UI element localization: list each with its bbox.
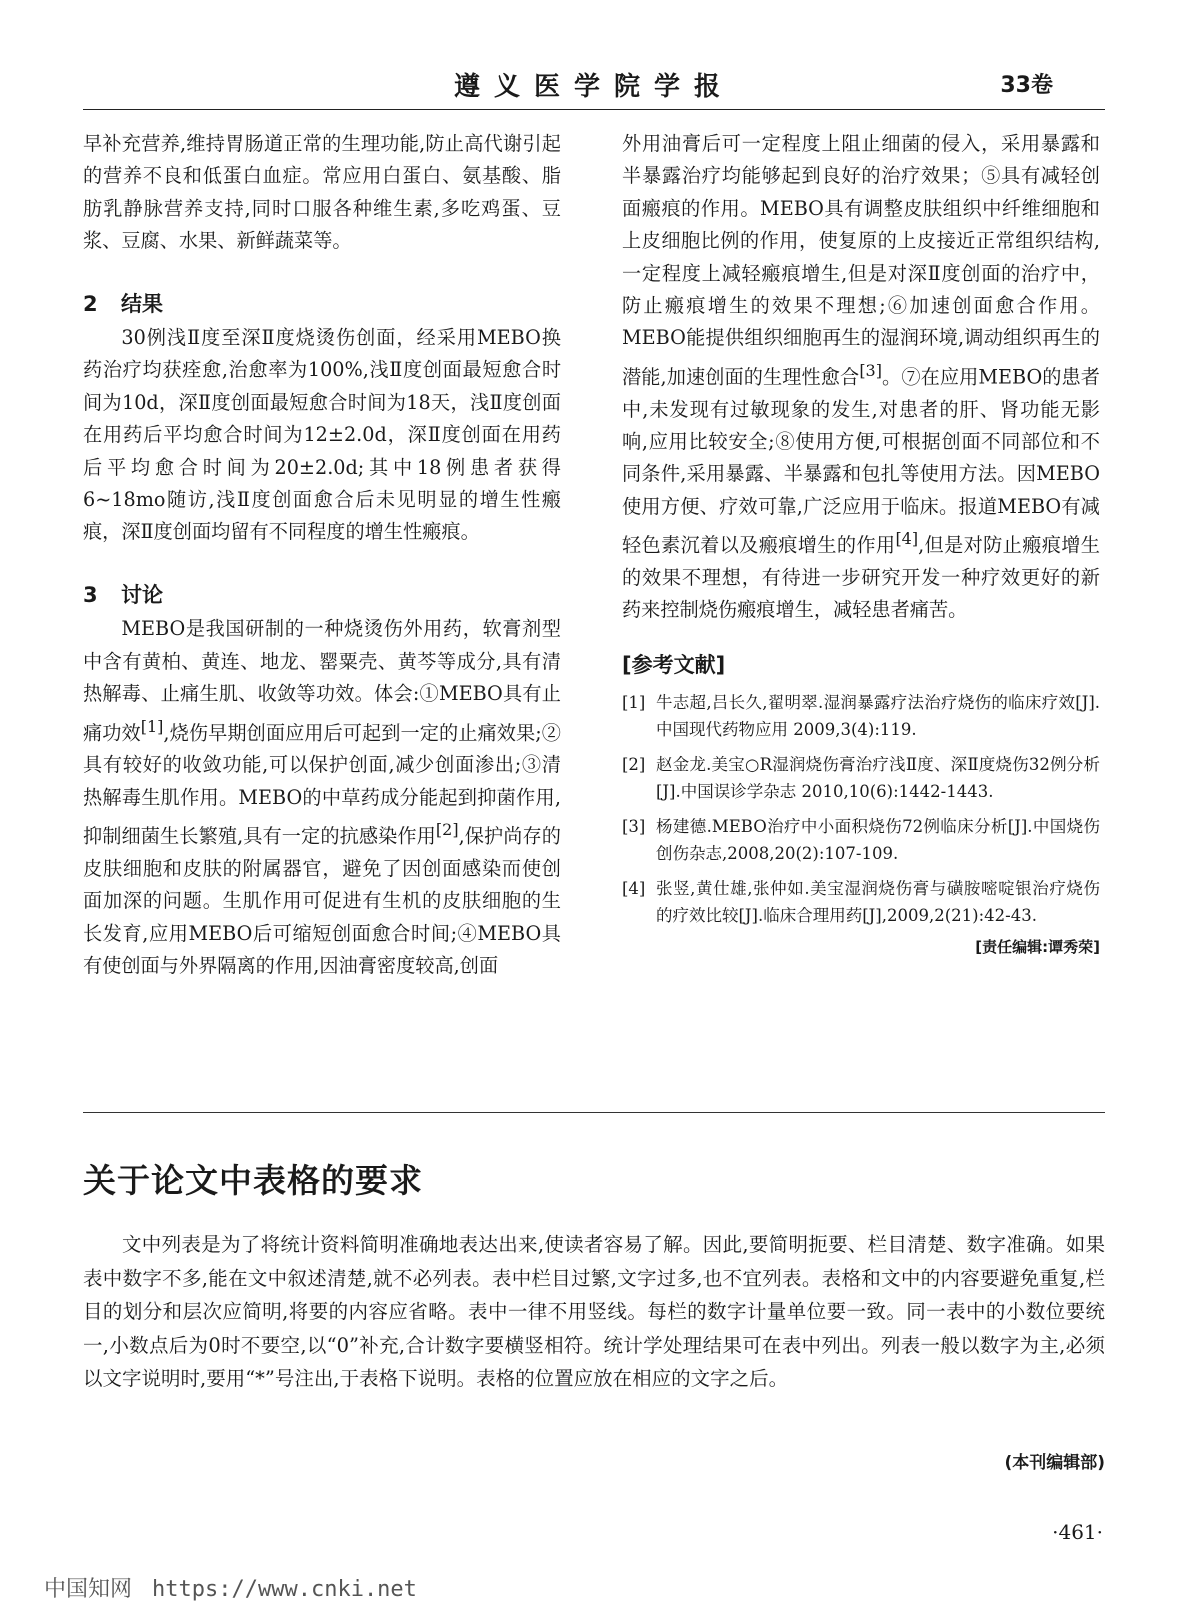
journal-title: 遵义医学院学报 [453, 72, 734, 102]
discussion-text-b: ,烧伤早期创面应用后可起到一定的止痛效果;②具有较好的收敛功能,可以保护创面,减少创面渗出;③清热解毒生肌作用。MEBO的中草药成分能起到抑菌作用,抑制细菌生长繁殖,具有一定的抗感染作用 [83, 720, 561, 848]
notice-signature: (本刊编辑部) [1004, 1453, 1105, 1473]
right-column [622, 128, 1100, 964]
references-heading: [参考文献] [622, 652, 726, 677]
volume-label: 33卷 [1000, 73, 1053, 98]
reference-item [622, 813, 1100, 867]
responsible-editor: [责任编辑:谭秀荣] [975, 938, 1100, 957]
reference-item [622, 875, 1100, 929]
section-divider [83, 1112, 1105, 1113]
discussion-continued [622, 128, 1100, 627]
discussion-text-a: MEBO是我国研制的一种烧烫伤外用药，软膏剂型中含有黄柏、黄连、地龙、罂粟壳、黄芩等成分,具有清热解毒、止痛生肌、收敛等功效。体会:①MEBO具有止痛功效 [83, 617, 561, 744]
running-header [83, 60, 1105, 110]
results-number: 2 [83, 291, 98, 316]
discussion-text-c: ,保护尚存的皮肤细胞和皮肤的附属器官，避免了因创面感染而使创面加深的问题。生肌作用可促进有生机的皮肤细胞的生长发育,应用MEBO后可缩短创面愈合时间;④MEBO具有使创面与外界隔离的作用,因油膏密度较高,创面 [83, 824, 561, 978]
continued-text-a: 外用油膏后可一定程度上阻止细菌的侵入，采用暴露和半暴露治疗均能够起到良好的治疗效果；⑤具有减轻创面瘢痕的作用。MEBO具有调整皮肤组织中纤维细胞和上皮细胞比例的作用，使复原的上皮接近正常组织结构,一定程度上减轻瘢痕增生,但是对深Ⅱ度创面的治疗中，防止瘢痕增生的效果不理想;⑥加速创面愈合作用。MEBO能提供组织细胞再生的湿润环境,调动组织再生的潜能,加速创面的生理性愈合 [622, 132, 1100, 389]
reference-number: [3] [622, 817, 646, 837]
notice-body: 文中列表是为了将统计资料简明准确地表达出来,使读者容易了解。因此,要简明扼要、栏目清楚、数字准确。如果表中数字不多,能在文中叙述清楚,就不必列表。表中栏目过繁,文字过多,也不宜列表。表格和文中的内容要避免重复,栏目的划分和层次应简明,将要的内容应省略。表中一律不用竖线。每栏的数字计量单位要一致。同一表中的小数位要统一,小数点后为0时不要空,以“0”补充,合计数字要横竖相符。统计学处理结果可在表中列出。列表一般以数字为主,必须以文字说明时,要用“*”号注出,于表格下说明。表格的位置应放在相应的文字之后。 [83, 1233, 1105, 1390]
discussion-paragraph [83, 613, 561, 982]
reference-number: [2] [622, 755, 646, 775]
citation-2: [2] [435, 820, 459, 840]
reference-item [622, 751, 1100, 805]
intro-paragraph: 早补充营养,维持胃肠道正常的生理功能,防止高代谢引起的营养不良和低蛋白血症。常应用白蛋白、氨基酸、脂肪乳静脉营养支持,同时口服各种维生素,多吃鸡蛋、豆浆、豆腐、水果、新鲜蔬菜等。 [83, 132, 561, 253]
reference-text: 赵金龙.美宝○R湿润烧伤膏治疗浅Ⅱ度、深Ⅱ度烧伤32例分析[J].中国误诊学杂志 2010,10(6):1442-1443. [656, 755, 1100, 802]
continued-text-c: ,但是对防止瘢痕增生的效果不理想，有待进一步研究开发一种疗效更好的新药来控制烧伤瘢痕增生，减轻患者痛苦。 [622, 533, 1100, 622]
reference-item [622, 689, 1100, 743]
continued-text-b: 。⑦在应用MEBO的患者中,未发现有过敏现象的发生,对患者的肝、肾功能无影响,应用比较安全;⑧使用方便,可根据创面不同部位和不同条件,采用暴露、半暴露和包扎等使用方法。因MEBO使用方便、疗效可靠,广泛应用于临床。报道MEBO有减轻色素沉着以及瘢痕增生的作用 [622, 365, 1100, 557]
watermark-site-name: 中国知网 [44, 1577, 133, 1602]
citation-4: [4] [895, 529, 919, 549]
results-paragraph: 30例浅Ⅱ度至深Ⅱ度烧烫伤创面，经采用MEBO换药治疗均获痊愈,治愈率为100%,浅Ⅱ度创面最短愈合时间为10d，深Ⅱ度创面最短愈合时间为18天，浅Ⅱ度创面在用药后平均愈合时间为12±2.0d，深Ⅱ度创面在用药后平均愈合时间为20±2.0d;其中18例患者获得6~18mo随访,浅Ⅱ度创面愈合后未见明显的增生性瘢痕，深Ⅱ度创面均留有不同程度的增生性瘢痕。 [83, 326, 561, 544]
reference-number: [4] [622, 879, 646, 899]
citation-1: [1] [140, 716, 164, 736]
cnki-watermark [44, 1572, 417, 1603]
results-heading [83, 288, 561, 320]
reference-text: 杨建德.MEBO治疗中小面积烧伤72例临床分析[J].中国烧伤创伤杂志,2008,20(2):107-109. [656, 817, 1100, 864]
watermark-url: https://www.cnki.net [152, 1577, 417, 1602]
left-column [83, 128, 561, 983]
discussion-number: 3 [83, 582, 98, 607]
notice-title: 关于论文中表格的要求 [83, 1161, 423, 1200]
discussion-heading [83, 579, 561, 611]
reference-text: 牛志超,吕长久,翟明翠.湿润暴露疗法治疗烧伤的临床疗效[J].中国现代药物应用 2009,3(4):119. [656, 693, 1100, 740]
reference-number: [1] [622, 693, 646, 713]
reference-text: 张竖,黄仕雄,张仲如.美宝湿润烧伤膏与磺胺嘧啶银治疗烧伤的疗效比较[J].临床合理用药[J],2009,2(21):42-43. [656, 879, 1100, 926]
page-number: ·461· [1052, 1520, 1103, 1544]
citation-3: [3] [859, 360, 882, 380]
reference-list [622, 689, 1100, 929]
discussion-title: 讨论 [121, 582, 163, 607]
results-title: 结果 [121, 291, 163, 316]
